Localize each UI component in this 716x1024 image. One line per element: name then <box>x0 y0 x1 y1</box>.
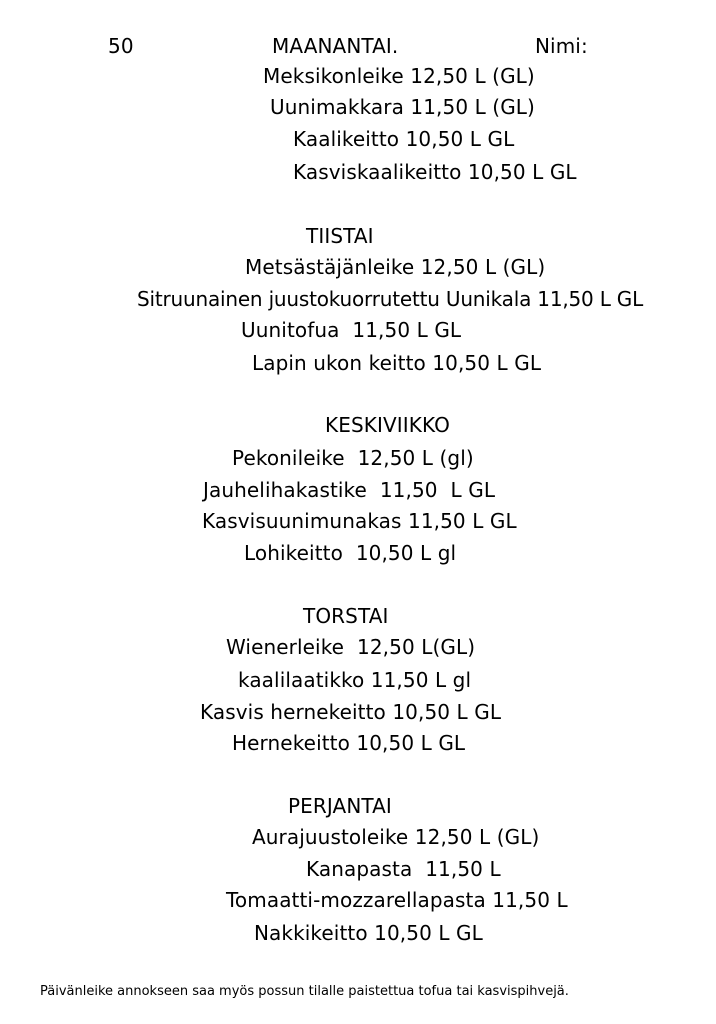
day-heading-wednesday: KESKIVIIKKO <box>325 413 450 437</box>
menu-item: Lapin ukon keitto 10,50 L GL <box>252 351 542 375</box>
menu-item: Uunimakkara 11,50 L (GL) <box>270 95 535 119</box>
menu-item: Kasvis hernekeitto 10,50 L GL <box>200 700 502 724</box>
menu-item: Lohikeitto 10,50 L gl <box>244 541 457 565</box>
menu-item: Kasvisuunimunakas 11,50 L GL <box>202 509 517 533</box>
week-number: 50 <box>108 34 134 58</box>
menu-item: Jauhelihakastike 11,50 L GL <box>203 478 496 502</box>
footer-note: Päivänleike annokseen saa myös possun tilalle paistettua tofua tai kasvispihvejä. <box>40 984 569 999</box>
menu-item: Kasviskaalikeitto 10,50 L GL <box>293 160 577 184</box>
menu-item: Sitruunainen juustokuorrutettu Uunikala 11,50 L GL <box>137 287 644 311</box>
menu-item: Nakkikeitto 10,50 L GL <box>254 921 483 945</box>
day-heading-friday: PERJANTAI <box>288 794 392 818</box>
menu-item: Aurajuustoleike 12,50 L (GL) <box>252 825 540 849</box>
menu-item: Hernekeitto 10,50 L GL <box>232 731 466 755</box>
menu-item: Uunitofua 11,50 L GL <box>241 318 462 342</box>
menu-item: kaalilaatikko 11,50 L gl <box>238 668 472 692</box>
day-heading-thursday: TORSTAI <box>303 604 389 628</box>
menu-item: Wienerleike 12,50 L(GL) <box>226 635 476 659</box>
name-label: Nimi: <box>535 34 588 58</box>
menu-item: Tomaatti-mozzarellapasta 11,50 L <box>226 888 568 912</box>
menu-item: Kaalikeitto 10,50 L GL <box>293 127 515 151</box>
day-heading-monday: MAANANTAI. <box>272 34 399 58</box>
menu-item: Metsästäjänleike 12,50 L (GL) <box>245 255 546 279</box>
menu-item: Pekonileike 12,50 L (gl) <box>232 446 474 470</box>
day-heading-tuesday: TIISTAI <box>306 224 374 248</box>
menu-item: Kanapasta 11,50 L <box>306 857 501 881</box>
menu-item: Meksikonleike 12,50 L (GL) <box>263 64 535 88</box>
